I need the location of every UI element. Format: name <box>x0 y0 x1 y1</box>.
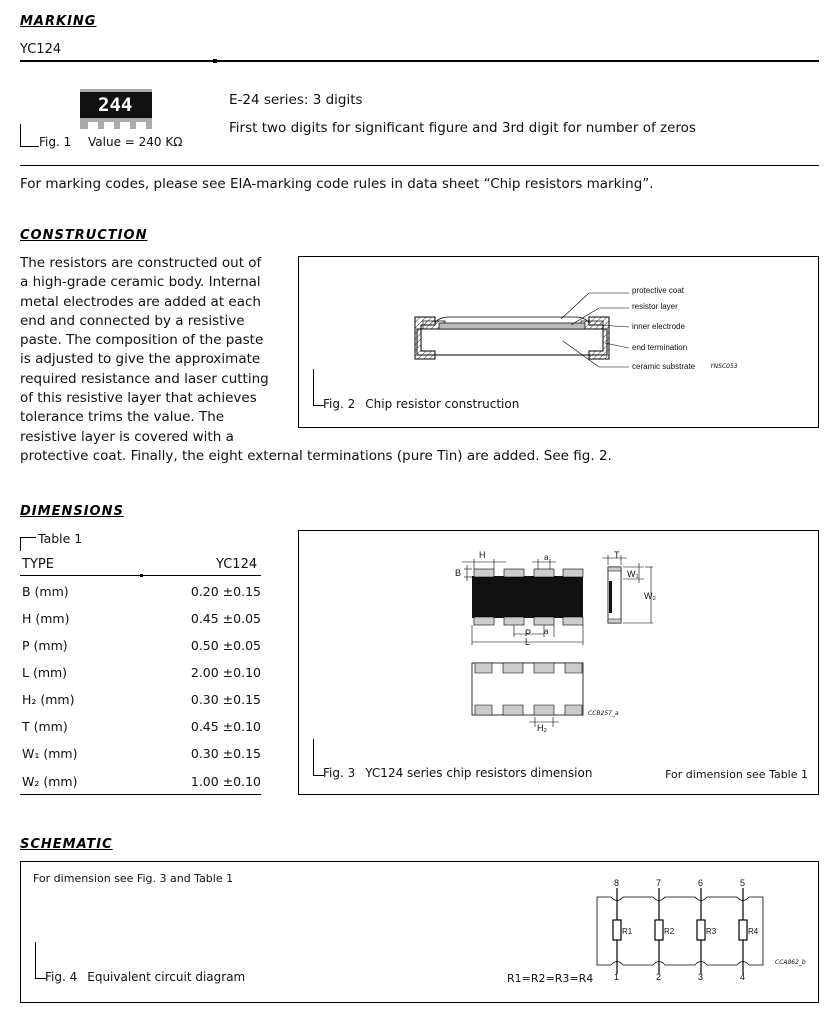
table-row <box>20 768 261 795</box>
chip-dimension-diagram <box>299 531 818 794</box>
fig2-code: YNSC053 <box>710 363 738 370</box>
fig4-num: Fig. 4 <box>45 970 78 984</box>
fig3-caption-text: YC124 series chip resistors dimension <box>365 766 593 780</box>
table-row <box>20 740 261 767</box>
table-row <box>20 713 261 740</box>
pin-6: 6 <box>698 878 704 888</box>
fig1-bracket <box>20 124 39 147</box>
row-label: W₁ (mm) <box>22 746 78 761</box>
construction-last-line: protective coat. Finally, the eight external terminations (pure Tin) are added. See fig. 2. <box>20 448 612 464</box>
fig4-code: CCA862_b <box>775 959 806 966</box>
dim-W2: W₂ <box>644 591 656 601</box>
label-resistor-layer: resistor layer <box>632 302 678 311</box>
table-row <box>20 686 261 713</box>
dim-a-bottom: a <box>544 627 549 636</box>
row-label: L (mm) <box>22 665 68 680</box>
section-title-marking: MARKING <box>20 14 97 29</box>
fig3-code: CCB257_a <box>588 710 619 717</box>
dim-T: T <box>614 550 620 560</box>
row-label: B (mm) <box>22 584 69 599</box>
pin-2: 2 <box>656 972 662 982</box>
marking-divider <box>20 60 819 62</box>
fig2-caption <box>323 397 519 411</box>
fig2-box <box>298 256 819 428</box>
marking-model: YC124 <box>20 42 62 57</box>
col-type-header: TYPE <box>22 557 54 572</box>
fig4-caption-text: Equivalent circuit diagram <box>87 970 246 984</box>
dim-a-top: a <box>544 553 549 562</box>
fig3-caption <box>323 766 592 780</box>
label-protective-coat: protective coat <box>632 286 685 295</box>
marking-note: For marking codes, please see EIA-marking code rules in data sheet “Chip resistors marking”. <box>20 176 654 192</box>
dim-H2: H₂ <box>537 723 547 733</box>
table-bottom-rule <box>20 794 261 795</box>
construction-line: end and connected by a resistive <box>20 312 245 329</box>
construction-line: resistive layer is covered with a <box>20 428 234 445</box>
marking-series: E-24 series: 3 digits <box>229 92 363 108</box>
pin-7: 7 <box>656 878 662 888</box>
construction-line: The resistors are constructed out of <box>20 255 262 271</box>
row-value: 0.45 ±0.05 <box>190 611 261 626</box>
fig3-box <box>298 530 819 795</box>
fig2-caption-text: Chip resistor construction <box>365 397 520 411</box>
table-row <box>20 659 261 686</box>
resistor-R2: R2 <box>664 927 675 936</box>
row-label: H₂ (mm) <box>22 692 75 707</box>
row-value: 1.00 ±0.10 <box>190 774 261 789</box>
resistor-R4: R4 <box>748 927 759 936</box>
construction-line: paste. The composition of the paste <box>20 332 264 349</box>
fig1-value: Value = 240 KΩ <box>88 135 183 149</box>
label-ceramic-substrate: ceramic substrate <box>632 362 696 371</box>
marking-digits: First two digits for significant figure and 3rd digit for number of zeros <box>229 120 696 136</box>
fig1-label: Fig. 1 <box>39 135 72 149</box>
dim-P: P <box>525 628 532 638</box>
label-inner-electrode: inner electrode <box>632 322 685 331</box>
fig3-note: For dimension see Table 1 <box>665 768 808 781</box>
construction-line: is adjusted to give the approximate <box>20 351 261 368</box>
section-title-schematic: SCHEMATIC <box>20 837 113 852</box>
row-value: 0.50 ±0.05 <box>190 638 261 653</box>
row-label: W₂ (mm) <box>22 774 78 789</box>
resistor-R1: R1 <box>622 927 633 936</box>
fig4-caption <box>45 970 245 984</box>
construction-line: required resistance and laser cutting <box>20 370 269 387</box>
dim-W1: W₁ <box>627 569 639 579</box>
table1-bracket <box>20 537 21 551</box>
construction-paragraph <box>20 254 280 447</box>
divider-dot <box>213 59 217 63</box>
table-row <box>20 632 261 659</box>
table-rule-dot <box>140 574 143 577</box>
col-model-header: YC124 <box>216 557 258 572</box>
fig2-num: Fig. 2 <box>323 397 356 411</box>
row-label: P (mm) <box>22 638 68 653</box>
construction-line: a high-grade ceramic body. Internal <box>20 274 261 291</box>
row-value: 0.30 ±0.15 <box>190 746 261 761</box>
row-value: 0.45 ±0.10 <box>190 719 261 734</box>
section-title-dimensions: DIMENSIONS <box>20 504 124 519</box>
label-end-termination: end termination <box>632 343 688 352</box>
pin-8: 8 <box>614 878 620 888</box>
schematic-equation: R1=R2=R3=R4 <box>507 972 594 985</box>
row-value: 0.20 ±0.15 <box>190 584 261 599</box>
row-label: T (mm) <box>22 719 68 734</box>
pin-5: 5 <box>740 878 746 888</box>
pin-1: 1 <box>614 972 620 982</box>
table-row <box>20 578 261 605</box>
fig4-box <box>20 861 819 1003</box>
row-label: H (mm) <box>22 611 70 626</box>
dim-L: L <box>525 637 531 647</box>
table1-label: Table 1 <box>38 531 83 546</box>
pin-4: 4 <box>740 972 746 982</box>
table-row <box>20 605 261 632</box>
pin-3: 3 <box>698 972 704 982</box>
schematic-note: For dimension see Fig. 3 and Table 1 <box>33 872 234 885</box>
construction-line: of this resistive layer that achieves <box>20 390 257 407</box>
section-title-construction: CONSTRUCTION <box>20 228 148 243</box>
marking-bottom-rule <box>20 165 819 166</box>
fig3-num: Fig. 3 <box>323 766 356 780</box>
row-value: 2.00 ±0.10 <box>190 665 261 680</box>
resistor-R3: R3 <box>706 927 717 936</box>
chip-code: 244 <box>98 94 133 116</box>
construction-line: metal electrodes are added at each <box>20 293 261 310</box>
construction-line: tolerance trims the value. The <box>20 409 225 426</box>
row-value: 0.30 ±0.15 <box>190 692 261 707</box>
table1-bracket-top <box>20 537 36 538</box>
dim-B: B <box>455 568 462 578</box>
dim-H: H <box>479 550 486 560</box>
